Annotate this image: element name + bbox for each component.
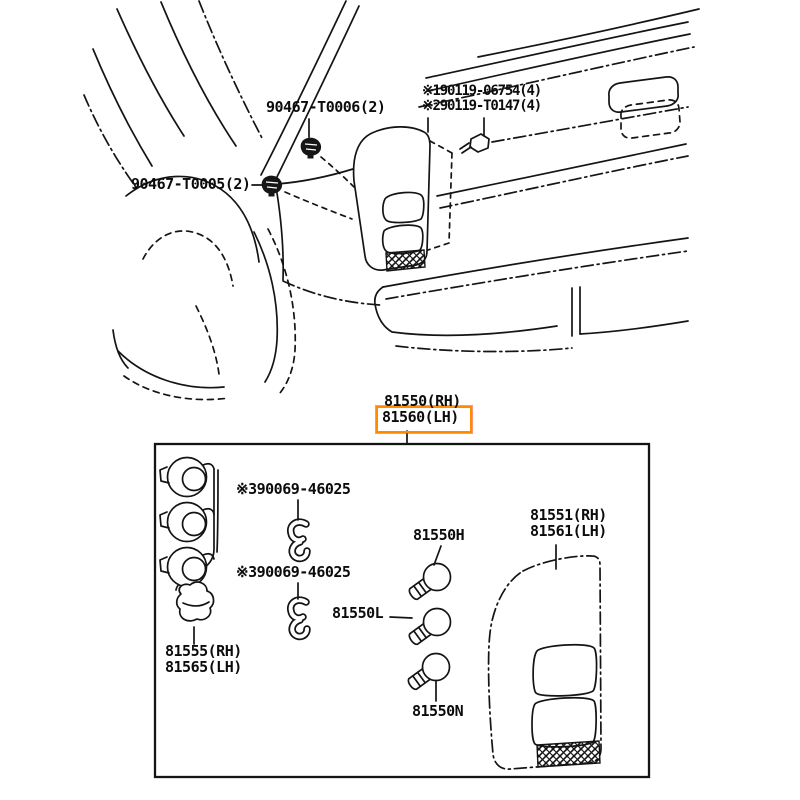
- part-label-90119-06754[interactable]: ※190119-06754(4): [422, 83, 541, 99]
- cord-clip-lower-icon: [291, 600, 307, 636]
- truck-rear-overview-drawing: [84, 1, 699, 400]
- part-label-90467-t0005[interactable]: 90467-T0005(2): [131, 175, 251, 193]
- part-label-81550l[interactable]: 81550L: [332, 604, 384, 622]
- part-label-81565-lh[interactable]: 81565(LH): [165, 658, 242, 676]
- cord-clip-upper-icon: [291, 522, 307, 558]
- part-label-81551-rh[interactable]: 81551(RH): [530, 506, 607, 524]
- part-label-90467-t0006[interactable]: 90467-T0006(2): [266, 98, 386, 116]
- socket-wire-assembly: [160, 458, 218, 645]
- part-label-81555-81565[interactable]: [165, 643, 242, 675]
- bulb-n-icon: [407, 654, 450, 691]
- bulb-h-icon: [408, 564, 451, 601]
- bolt-icon: [460, 134, 489, 153]
- part-label-81551-81561[interactable]: [530, 507, 607, 539]
- part-label-81550h[interactable]: 81550H: [413, 526, 465, 544]
- part-label-90069-46025-lower[interactable]: ※390069-46025: [236, 563, 351, 581]
- leader-line: [428, 118, 484, 136]
- part-label-81550n[interactable]: 81550N: [412, 702, 464, 720]
- truck-tail-lamp: [354, 127, 452, 271]
- clip-fastener-upper-icon: [301, 138, 320, 158]
- part-label-90069-46025-upper[interactable]: ※390069-46025: [236, 480, 351, 498]
- assembly-callout-lh[interactable]: 81560(LH): [382, 408, 459, 426]
- part-label-81555-rh[interactable]: 81555(RH): [165, 642, 242, 660]
- bulb-l-icon: [408, 609, 451, 646]
- assembly-callout-rh[interactable]: 81550(RH): [384, 392, 461, 410]
- detail-box: [155, 444, 649, 777]
- clip-fastener-lower-icon: [262, 176, 281, 196]
- part-label-81561-lh[interactable]: 81561(LH): [530, 522, 607, 540]
- tail-lamp-lens: [489, 545, 601, 769]
- part-label-bolt-refs[interactable]: [422, 84, 541, 114]
- part-label-90119-t0147[interactable]: ※290119-T0147(4): [422, 98, 541, 114]
